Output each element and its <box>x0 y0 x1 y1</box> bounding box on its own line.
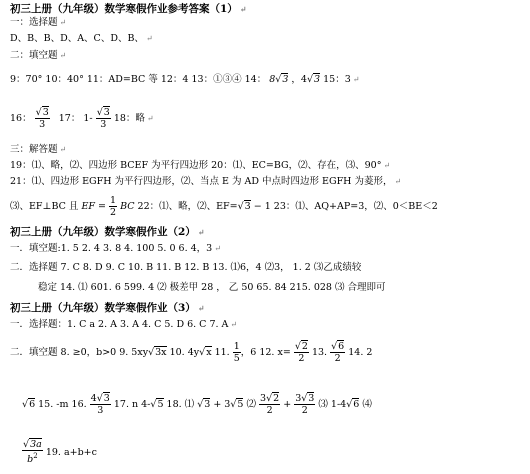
title-part-2: 初三上册（九年级）数学寒假作业（2） ↵ <box>10 226 205 238</box>
part2-choice-answers-cont: 稳定 14. ⑴ 601. 6 599. 4 ⑵ 极差甲 28 ， 乙 50 65. 84 215. 028 ⑶ 合理即可 <box>38 282 386 293</box>
part2-choice-answers: 二．选择题 7. C 8. D 9. C 10. B 11. B 12. B 13. ⑴6，4 ⑵3， 1. 2 ⑶乙成绩较 <box>10 262 362 273</box>
fraction-half: $\frac{1}{2}$ <box>109 195 117 218</box>
fraction-q16: √ $\frac{3}{3}$ <box>35 107 50 130</box>
fill-answers-line-2: 16： √ $\frac{3}{3}$ 17： 1- √ $\frac{3}{3}$ 18：略 ↵ <box>10 106 154 132</box>
solution-line-19-20: 19：⑴、略，⑵、四边形 BCEF 为平行四边形 20：⑴、EC=BG，⑵、存在，⑶、90° ↵ <box>10 160 391 171</box>
fraction-q17: √ $\frac{3}{3}$ <box>96 107 111 130</box>
part3-fill-line-1: 二．填空题 8. ≥0，b>0 9. 5xy√ 3x 10. 4y√ x 11. $\frac{1}{5}$ ，6 12. x= √ $\frac{2}{2}$ 13. √ $\frac{6}{2}$ 14. 2 <box>10 338 372 368</box>
title-part-3: 初三上册（九年级）数学寒假作业（3） ↵ <box>10 302 205 314</box>
fraction-l3: √ $\frac{3a}{b^2}$ <box>22 439 43 465</box>
section-solution-heading: 三：解答题 ↵ <box>10 144 67 155</box>
fraction-l2-18b1: $\frac{3√ 2}{2}$ <box>259 393 280 416</box>
solution-line-21: 21：⑴、四边形 EGFH 为平行四边形，⑵、当点 E 为 AD 中点时四边形 EGFH 为菱形， ↵ <box>10 176 402 187</box>
fraction-f13: √ $\frac{6}{2}$ <box>330 341 345 364</box>
title-part-1: 初三上册（九年级）数学寒假作业参考答案（1） ↵ <box>10 3 247 15</box>
section-fill-heading: 二：填空题 ↵ <box>10 50 67 61</box>
choice-answers: D、B、B、D、A、C、D、B、 ↵ <box>10 33 153 44</box>
part3-choice-answers: 一．选择题：1. C a 2. A 3. A 4. C 5. D 6. C 7. A ↵ <box>10 319 238 330</box>
fraction-l2-18b2: $\frac{3√ 3}{2}$ <box>294 393 315 416</box>
fraction-f11: $\frac{1}{5}$ <box>233 341 240 364</box>
section-choice-heading: 一：选择题 ↵ <box>10 17 67 28</box>
solution-line-22-23: ⑶、EF⊥BC 且 EF = $\frac{1}{2}$ BC 22：⑴、略，⑵、EF=√ 3 − 1 23：⑴、AQ+AP=3，⑵、0＜BE＜2 <box>10 194 438 220</box>
part2-fill-answers: 一．填空题:1. 5 2. 4 3. 8 4. 100 5. 0 6. 4，3 ↵ <box>10 243 221 254</box>
fill-answers-line-1: 9：70° 10：40° 11：AD=BC 等 12：4 13：①③④ 14： 8√ 3 ，4√ 3 15：3 ↵ <box>10 74 359 86</box>
part3-fill-line-2: √ 6 15. -m 16. $\frac{4√ 3}{3}$ 17. n 4-√ 5 18. ⑴ √ 3 + 3√ 5 ⑵ $\frac{3√ 2}{2}$ + $\frac{3√ 3}{2}$ ⑶ 1-4√ 6 ⑷ <box>22 390 372 420</box>
fraction-f12: √ $\frac{2}{2}$ <box>294 341 309 364</box>
part3-fill-line-3: √ $\frac{3a}{b^2}$ 19. a+b+c <box>22 438 97 468</box>
fraction-l2-16: $\frac{4√ 3}{3}$ <box>90 393 111 416</box>
